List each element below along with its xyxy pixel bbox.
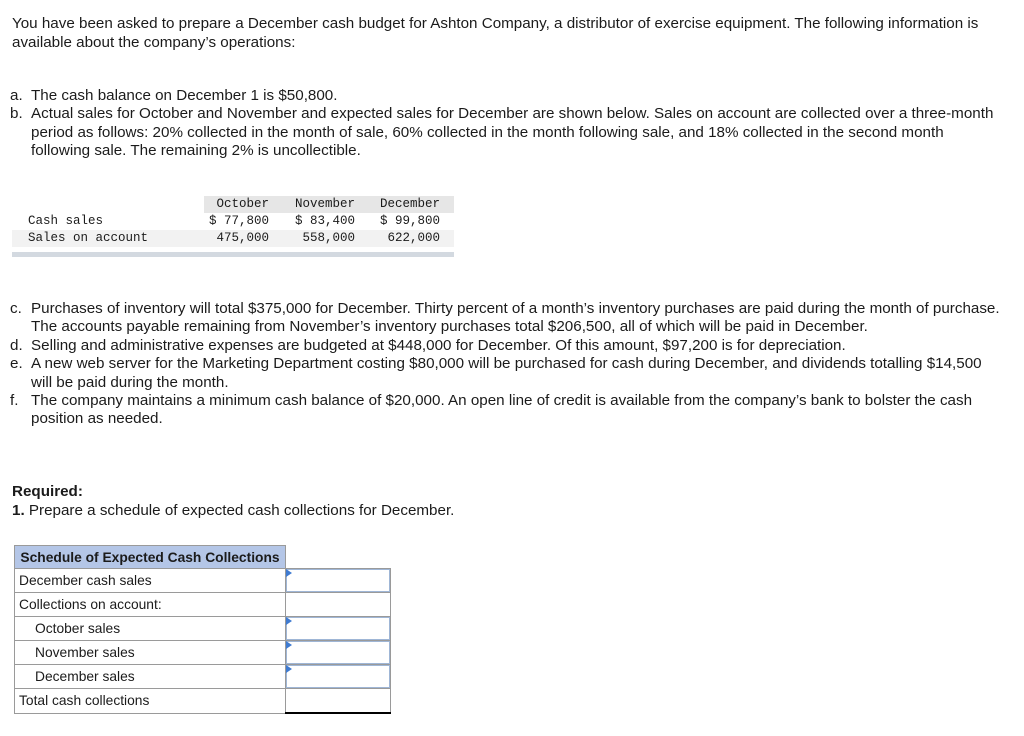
sales-row-account (12, 230, 454, 247)
november-sales-cell (286, 641, 391, 665)
required-section (12, 482, 454, 520)
list-item-f (10, 392, 1005, 429)
cell: 475,000 (216, 231, 269, 245)
sales-table (12, 196, 454, 257)
sales-table-footer-bar (12, 252, 454, 257)
required-heading: Required: (12, 483, 83, 500)
list-marker: a. (10, 87, 23, 104)
input-marker-icon (286, 569, 292, 577)
list-marker: e. (10, 355, 23, 373)
header-october: October (216, 197, 269, 211)
sales-row-cash (12, 213, 454, 230)
cash-collections-schedule (14, 545, 391, 714)
schedule-title: Schedule of Expected Cash Collections (15, 546, 286, 569)
october-sales-input[interactable] (286, 617, 390, 640)
table-row (15, 593, 391, 617)
list-text: The cash balance on December 1 is $50,800. (31, 87, 338, 104)
collections-heading-cell (286, 593, 391, 617)
list-marker: f. (10, 392, 19, 410)
info-list-cf (10, 300, 1005, 429)
list-text: Selling and administrative expenses are budgeted at $448,000 for December. Of this amount, $97,200 is for depreciation. (31, 336, 846, 354)
list-text: Actual sales for October and November and expected sales for December are shown below. Sales on account are collected over a three-month period as follows: 20% collected in the month of sale, 60% collected in the month following sale, and 18% collected in the second month following sale. The remaining 2% is uncollectible. (31, 105, 994, 160)
list-text: A new web server for the Marketing Department costing $80,000 will be purchased for cash during December, and dividends totalling $14,500 will be paid during the month. (31, 355, 982, 391)
total-cash-collections-cell (286, 689, 391, 714)
required-text: Prepare a schedule of expected cash collections for December. (28, 502, 455, 519)
list-marker: b. (10, 105, 23, 123)
row-label: Cash sales (28, 214, 104, 228)
header-november: November (294, 197, 355, 211)
list-marker: c. (10, 300, 22, 317)
list-item-a (10, 87, 1005, 105)
header-december: December (379, 197, 440, 211)
sales-header-row (12, 196, 454, 213)
required-item (12, 501, 454, 520)
info-list-ab (10, 87, 1005, 161)
november-sales-input[interactable] (286, 641, 390, 664)
intro-paragraph: You have been asked to prepare a December cash budget for Ashton Company, a distributor of exercise equipment. The following information is available about the company’s operations: (12, 15, 979, 51)
cell: 558,000 (302, 231, 355, 245)
required-num: 1. (12, 502, 25, 519)
list-item-e (10, 355, 1005, 392)
list-item-b (10, 105, 1005, 160)
cell: $ 99,800 (379, 214, 440, 228)
december-sales-input[interactable] (286, 665, 390, 688)
cell: $ 77,800 (208, 214, 269, 228)
row-label: Collections on account: (15, 593, 286, 617)
cell: 622,000 (387, 231, 440, 245)
table-row (15, 569, 391, 593)
table-row (15, 617, 391, 641)
table-row (15, 689, 391, 714)
december-cash-sales-cell (286, 569, 391, 593)
december-cash-sales-input[interactable] (286, 569, 390, 592)
row-label: Total cash collections (15, 689, 286, 714)
input-marker-icon (286, 665, 292, 673)
table-row (15, 665, 391, 689)
cell: $ 83,400 (294, 214, 355, 228)
row-label: November sales (15, 641, 286, 665)
input-marker-icon (286, 617, 292, 625)
list-item-c (10, 300, 1005, 337)
row-label: December cash sales (15, 569, 286, 593)
list-marker: d. (10, 336, 23, 354)
row-label: December sales (15, 665, 286, 689)
row-label: October sales (15, 617, 286, 641)
december-sales-cell (286, 665, 391, 689)
list-item-d (10, 337, 1005, 355)
october-sales-cell (286, 617, 391, 641)
input-marker-icon (286, 641, 292, 649)
list-text: The company maintains a minimum cash balance of $20,000. An open line of credit is available from the company’s bank to bolster the cash position as needed. (31, 392, 973, 428)
table-row (15, 641, 391, 665)
list-text: Purchases of inventory will total $375,000 for December. Thirty percent of a month’s inventory purchases are paid during the month of purchase. The accounts payable remaining from November’s inventory purchases total $206,500, all of which will be paid in December. (31, 300, 1000, 336)
row-label: Sales on account (28, 231, 149, 245)
